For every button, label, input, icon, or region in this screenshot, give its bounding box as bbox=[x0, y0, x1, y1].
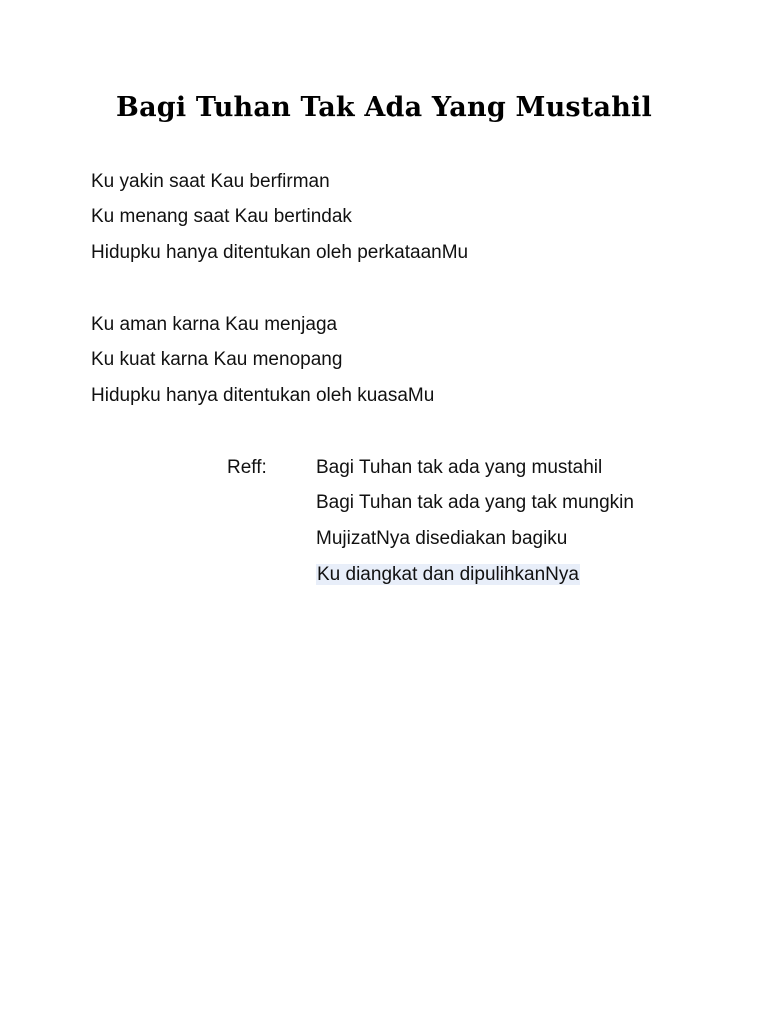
reff-line-4-highlighted[interactable] bbox=[316, 563, 580, 587]
verse1-line-1: Ku yakin saat Kau berfirman bbox=[91, 171, 330, 192]
text-selection-highlight[interactable]: Ku diangkat dan dipulihkanNya bbox=[317, 564, 579, 585]
reff-label: Reff: bbox=[227, 457, 267, 478]
verse1-line-2: Ku menang saat Kau bertindak bbox=[91, 206, 352, 227]
reff-line-3: MujizatNya disediakan bagiku bbox=[316, 528, 568, 549]
reff-line-2: Bagi Tuhan tak ada yang tak mungkin bbox=[316, 492, 634, 513]
verse1-line-3: Hidupku hanya ditentukan oleh perkataanMu bbox=[91, 242, 469, 263]
page-title: Bagi Tuhan Tak Ada Yang Mustahil bbox=[116, 92, 652, 123]
verse2-line-3: Hidupku hanya ditentukan oleh kuasaMu bbox=[91, 385, 435, 406]
reff-line-1: Bagi Tuhan tak ada yang mustahil bbox=[316, 457, 603, 478]
verse2-line-1: Ku aman karna Kau menjaga bbox=[91, 314, 338, 335]
verse2-line-2: Ku kuat karna Kau menopang bbox=[91, 349, 343, 370]
